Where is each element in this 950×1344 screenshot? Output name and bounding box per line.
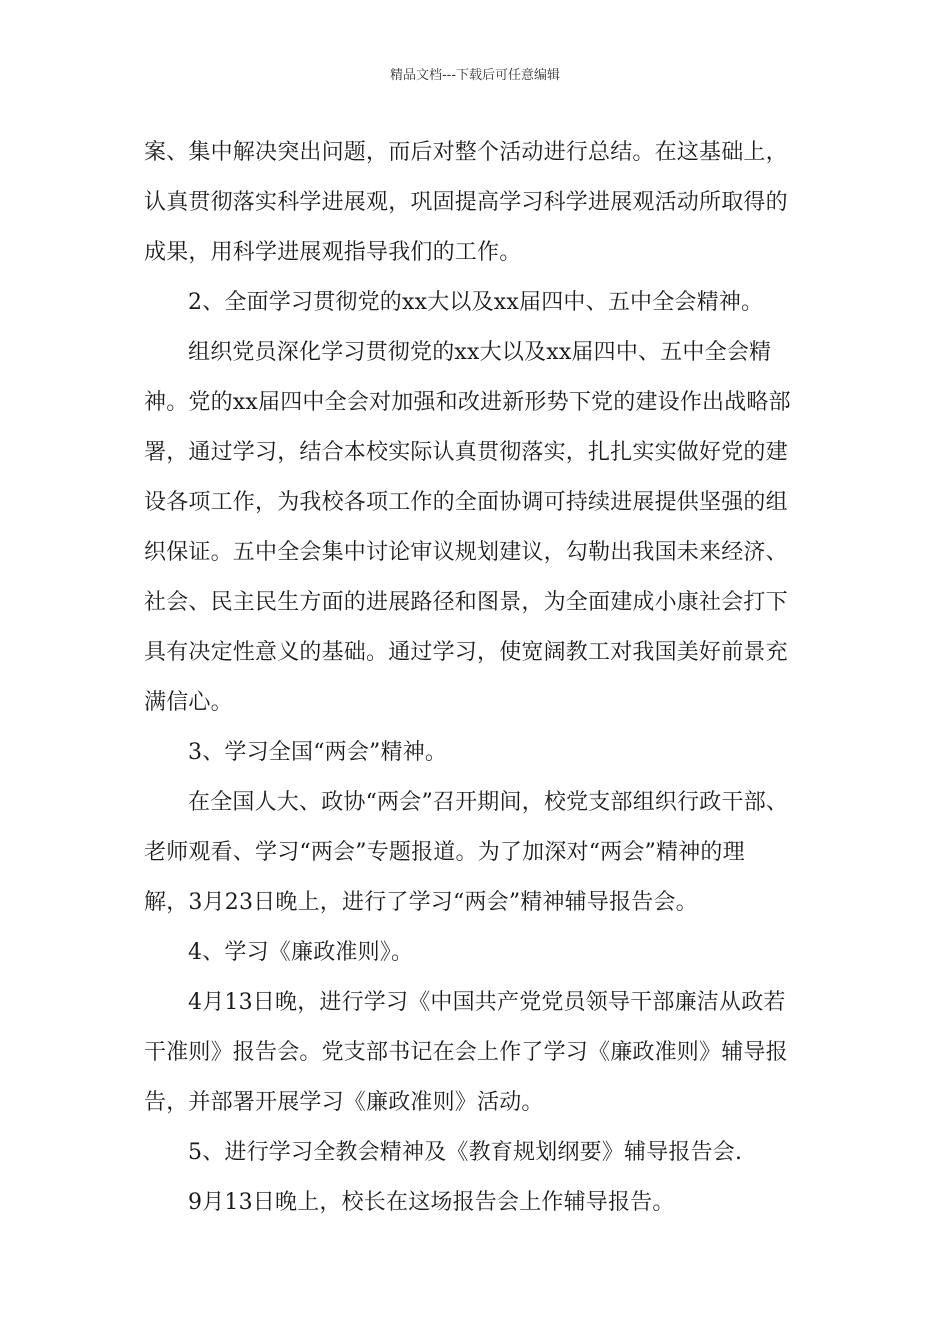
document-body <box>144 128 810 1228</box>
text-line: 案、集中解决突出问题，而后对整个活动进行总结。在这基础上， <box>144 140 788 165</box>
text-line: 满信心。 <box>144 690 233 715</box>
text-line: 告，并部署开展学习《廉政准则》活动。 <box>144 1090 544 1115</box>
text-line: 神。党的xx届四中全会对加强和改进新形势下党的建设作出战略部 <box>144 390 791 415</box>
text-line: 在全国人大、政协“两会”召开期间，校党支部组织行政干部、 <box>188 790 789 815</box>
text-line: 社会、民主民生方面的进展路径和图景，为全面建成小康社会打下 <box>144 590 788 615</box>
text-line: 具有决定性意义的基础。通过学习，使宽阔教工对我国美好前景充 <box>144 640 788 665</box>
text-line: 设各项工作，为我校各项工作的全面协调可持续进展提供坚强的组 <box>144 490 788 515</box>
text-line: 9月13日晚上，校长在这场报告会上作辅导报告。 <box>188 1190 675 1215</box>
text-line: 4月13日晚，进行学习《中国共产党党员领导干部廉洁从政若 <box>188 990 786 1015</box>
text-line: 成果，用科学进展观指导我们的工作。 <box>144 240 522 265</box>
section-heading: 4、学习《廉政准则》。 <box>188 940 414 965</box>
text-line: 织保证。五中全会集中讨论审议规划建议，勾勒出我国未来经济、 <box>144 540 788 565</box>
text-line: 老师观看、学习“两会”专题报道。为了加深对“两会”精神的理 <box>144 840 745 865</box>
text-line: 署，通过学习，结合本校实际认真贯彻落实，扎扎实实做好党的建 <box>144 440 788 465</box>
section-heading: 5、进行学习全教会精神及《教育规划纲要》辅导报告会. <box>188 1140 743 1165</box>
text-line: 干准则》报告会。党支部书记在会上作了学习《廉政准则》辅导报 <box>144 1040 788 1065</box>
section-heading: 2、全面学习贯彻党的xx大以及xx届四中、五中全会精神。 <box>188 290 764 315</box>
text-line: 组织党员深化学习贯彻党的xx大以及xx届四中、五中全会精 <box>188 340 772 365</box>
text-line: 解，3月23日晚上，进行了学习“两会”精神辅导报告会。 <box>144 890 698 915</box>
section-heading: 3、学习全国“两会”精神。 <box>188 740 448 765</box>
page-header: 精品文档---下载后可任意编辑 <box>389 68 561 83</box>
text-line: 认真贯彻落实科学进展观，巩固提高学习科学进展观活动所取得的 <box>144 190 788 215</box>
